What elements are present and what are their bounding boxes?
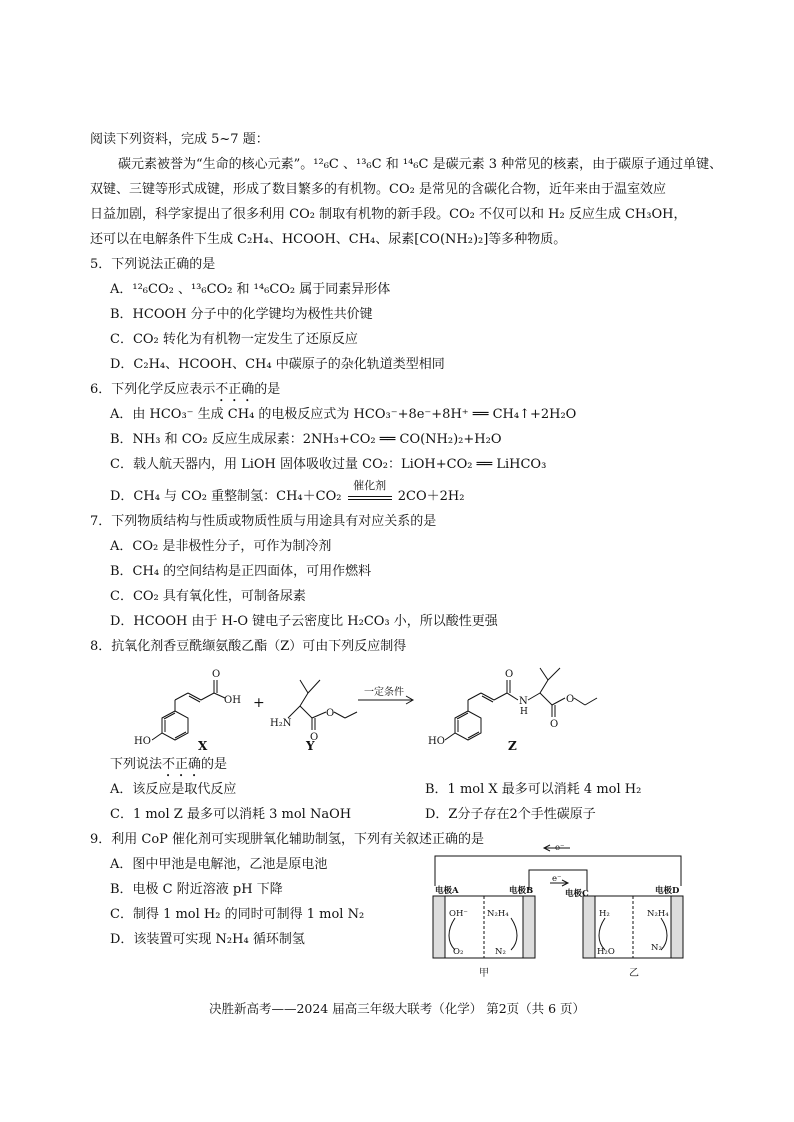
q6-option-c: C．载人航天器内，用 LiOH 固体吸收过量 CO₂：LiOH+CO₂ ══ LiHCO₃ bbox=[110, 457, 547, 472]
electrochemical-cell-diagram bbox=[425, 838, 695, 988]
compound-z-label: Z bbox=[508, 739, 517, 752]
electrode-a bbox=[433, 896, 445, 958]
q8-sub-end: 的是 bbox=[201, 757, 228, 772]
z-amide-o-label: O bbox=[505, 669, 514, 680]
q8-sub-part: 下列说法 bbox=[110, 757, 163, 772]
q5-option-a: A．¹²₆CO₂ 、¹³₆CO₂ 和 ¹⁴₆CO₂ 属于同素异形体 bbox=[110, 282, 391, 297]
y-ester-o-label: O bbox=[326, 708, 335, 719]
page-footer: 决胜新高考——2024 届高三年级大联考（化学） 第2页（共 6 页） bbox=[208, 1001, 586, 1016]
x-o-label: O bbox=[212, 669, 221, 680]
catalyst-arrow bbox=[346, 479, 394, 506]
q6-d-left: D．CH₄ 与 CO₂ 重整制氢：CH₄＋CO₂ bbox=[110, 489, 342, 504]
compound-x-label: X bbox=[198, 739, 208, 752]
q8-sub-stem bbox=[110, 756, 227, 780]
n2-left-label: N₂ bbox=[495, 947, 506, 957]
y-carbonyl-o-label: O bbox=[310, 732, 319, 743]
compound-y-label: Y bbox=[306, 739, 315, 752]
condition-label: 一定条件 bbox=[364, 687, 404, 698]
q9-option-d: D．该装置可实现 N₂H₄ 循环制氢 bbox=[110, 932, 305, 947]
z-ho-label: HO bbox=[428, 736, 445, 747]
h2-label: H₂ bbox=[599, 909, 610, 919]
z-ester-o-label: O bbox=[566, 694, 575, 705]
q7-option-c: C．CO₂ 具有氧化性，可制备尿素 bbox=[110, 589, 306, 604]
q8-option-a: A．该反应是取代反应 bbox=[110, 782, 237, 797]
q8-option-c: C．1 mol Z 最多可以消耗 3 mol NaOH bbox=[110, 807, 352, 822]
z-n-label: N bbox=[519, 696, 528, 707]
electrode-d-label: 电极D bbox=[655, 886, 680, 896]
passage-line-4: 还可以在电解条件下生成 C₂H₄、HCOOH、CH₄、尿素[CO(NH₂)₂]等多种物质。 bbox=[90, 232, 567, 247]
o2-label: O₂ bbox=[453, 947, 464, 957]
electron-flow-middle: e⁻ bbox=[552, 874, 562, 884]
x-benzene-ring bbox=[162, 711, 188, 740]
q6-stem-end: 的是 bbox=[254, 382, 281, 397]
electrode-b bbox=[523, 896, 535, 958]
cell-jia-label: 甲 bbox=[479, 968, 489, 979]
electrode-a-label: 电极A bbox=[435, 886, 459, 896]
q8-option-b: B．1 mol X 最多可以消耗 4 mol H₂ bbox=[425, 782, 642, 797]
catalyst-label: 催化剂 bbox=[353, 479, 387, 492]
q9-option-b: B．电极 C 附近溶液 pH 下降 bbox=[110, 882, 283, 897]
q7-option-a: A．CO₂ 是非极性分子，可作为制冷剂 bbox=[110, 539, 332, 554]
reaction-scheme bbox=[120, 660, 640, 752]
passage-line-2: 双键、三键等形式成键，形成了数目繁多的有机物。CO₂ 是常见的含碳化合物，近年来由于温室效应 bbox=[90, 182, 666, 197]
q8-emphasis: 不正确 bbox=[162, 757, 202, 772]
q6-option-d bbox=[110, 479, 465, 506]
q6-emphasis: 不正确 bbox=[215, 382, 255, 397]
q5-option-c: C．CO₂ 转化为有机物一定发生了还原反应 bbox=[110, 332, 358, 347]
question-9-stem: 9．利用 CoP 催化剂可实现肼氧化辅助制氢，下列有关叙述正确的是 bbox=[90, 832, 485, 847]
q7-option-b: B．CH₄ 的空间结构是正四面体，可用作燃料 bbox=[110, 564, 372, 579]
n2-right-label: N₂ bbox=[651, 943, 662, 953]
n2h4-right-label: N₂H₄ bbox=[647, 909, 669, 919]
oh-label: OH⁻ bbox=[449, 909, 468, 919]
cell-yi-label: 乙 bbox=[629, 968, 639, 979]
h2o-label: H₂O bbox=[597, 947, 615, 957]
question-6-stem bbox=[90, 381, 280, 405]
electron-flow-top: e⁻ bbox=[555, 843, 565, 853]
electrode-c-label: 电极C bbox=[565, 889, 589, 899]
electrode-c bbox=[583, 896, 595, 958]
q6-option-b: B．NH₃ 和 CO₂ 反应生成尿素：2NH₃+CO₂ ══ CO(NH₂)₂+H₂O bbox=[110, 432, 502, 447]
question-7-stem: 7．下列物质结构与性质或物质性质与用途具有对应关系的是 bbox=[90, 514, 437, 529]
electrode-d bbox=[671, 896, 683, 958]
electrode-b-label: 电极B bbox=[509, 886, 534, 896]
q6-option-a: A．由 HCO₃⁻ 生成 CH₄ 的电极反应式为 HCO₃⁻+8e⁻+8H⁺ ══ CH₄↑+2H₂O bbox=[110, 407, 577, 422]
q6-stem-part: 6．下列化学反应表示 bbox=[90, 382, 216, 397]
q9-option-c: C．制得 1 mol H₂ 的同时可制得 1 mol N₂ bbox=[110, 907, 365, 922]
q5-option-d: D．C₂H₄、HCOOH、CH₄ 中碳原子的杂化轨道类型相同 bbox=[110, 357, 445, 372]
z-carbonyl-o-label: O bbox=[550, 719, 559, 730]
passage-heading: 阅读下列资料，完成 5~7 题： bbox=[90, 132, 269, 147]
q8-option-d: D．Z分子存在2个手性碳原子 bbox=[425, 807, 596, 822]
question-5-stem: 5．下列说法正确的是 bbox=[90, 257, 216, 272]
passage-line-1: 碳元素被誉为“生命的核心元素”。¹²₆C 、¹³₆C 和 ¹⁴₆C 是碳元素 3 种常见的核素，由于碳原子通过单键、 bbox=[118, 157, 723, 172]
x-ho-label: HO bbox=[134, 736, 151, 747]
x-oh-label: OH bbox=[224, 695, 241, 706]
q6-d-right: 2CO＋2H₂ bbox=[397, 489, 465, 504]
z-h-label: H bbox=[520, 707, 528, 717]
q5-option-b: B．HCOOH 分子中的化学键均为极性共价键 bbox=[110, 307, 373, 322]
q7-option-d: D．HCOOH 由于 H-O 键电子云密度比 H₂CO₃ 小，所以酸性更强 bbox=[110, 614, 498, 629]
q9-option-a: A．图中甲池是电解池，乙池是原电池 bbox=[110, 857, 328, 872]
n2h4-left-label: N₂H₄ bbox=[487, 909, 509, 919]
plus-sign: + bbox=[253, 695, 265, 711]
z-benzene-ring bbox=[455, 711, 481, 740]
y-h2n-label: H₂N bbox=[270, 718, 292, 729]
question-8-stem: 8．抗氧化剂香豆酰缬氨酸乙酯（Z）可由下列反应制得 bbox=[90, 639, 407, 654]
passage-line-3: 日益加剧，科学家提出了很多利用 CO₂ 制取有机物的新手段。CO₂ 不仅可以和 H₂ 反应生成 CH₃OH， bbox=[90, 207, 687, 222]
